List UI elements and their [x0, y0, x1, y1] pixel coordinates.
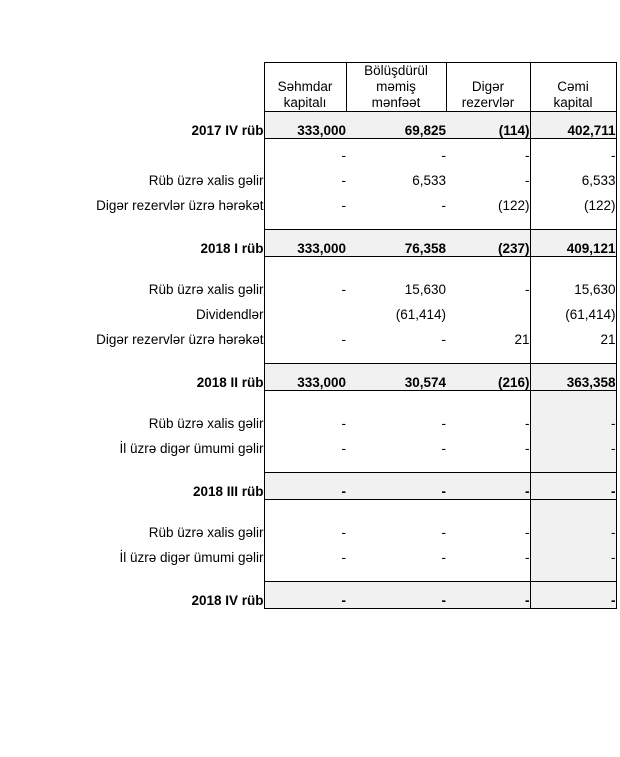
row-value-other-reserves	[446, 297, 530, 322]
row-value-share-capital	[264, 347, 346, 363]
table-row	[0, 581, 616, 608]
row-label	[0, 256, 264, 272]
table-spacer-row	[0, 213, 616, 229]
row-value-other-reserves: 21	[514, 332, 530, 348]
table-row	[0, 472, 616, 499]
row-label	[0, 456, 264, 472]
header-other-reserves-line1: Digər	[471, 78, 505, 94]
row-value-share-capital: -	[264, 138, 346, 163]
row-label: Digər rezervlər üzrə hərəkət	[96, 198, 264, 214]
table-spacer-row	[0, 456, 616, 472]
row-value-share-capital: -	[264, 431, 346, 456]
row-value-share-capital	[264, 499, 346, 515]
row-label	[0, 138, 264, 163]
header-other-reserves	[446, 63, 530, 112]
table-row	[0, 297, 616, 322]
header-total-equity-line1: Cəmi	[557, 78, 589, 94]
row-value-other-reserves: -	[525, 282, 530, 298]
table-row	[0, 229, 616, 256]
row-label: Dividendlər	[195, 307, 264, 323]
row-value-retained-earnings: -	[441, 148, 446, 164]
row-label	[0, 499, 264, 515]
row-label	[0, 390, 264, 406]
row-value-share-capital: 333,000	[264, 229, 346, 256]
table-row	[0, 540, 616, 565]
row-value-other-reserves: (122)	[497, 198, 530, 214]
row-value-share-capital: -	[264, 188, 346, 213]
row-value-retained-earnings: -	[441, 441, 446, 457]
table-spacer-row	[0, 499, 616, 515]
row-value-total-equity: -	[530, 472, 616, 499]
row-value-retained-earnings: 6,533	[412, 173, 446, 189]
row-value-other-reserves: (237)	[446, 229, 530, 256]
row-value-share-capital: -	[264, 515, 346, 540]
row-label: 2018 II rüb	[196, 375, 264, 391]
header-retained-earnings	[346, 63, 446, 112]
row-label: Rüb üzrə xalis gəlir	[148, 525, 264, 541]
row-value-other-reserves: -	[446, 472, 530, 499]
row-label	[0, 213, 264, 229]
row-value-share-capital	[264, 456, 346, 472]
row-value-share-capital: -	[264, 322, 346, 347]
row-value-other-reserves	[446, 390, 530, 406]
row-value-retained-earnings	[346, 347, 446, 363]
row-value-other-reserves	[446, 499, 530, 515]
row-value-retained-earnings: 69,825	[346, 111, 446, 138]
row-label: Digər rezervlər üzrə hərəkət	[96, 332, 264, 348]
header-blank-cell	[0, 63, 264, 112]
row-value-retained-earnings: -	[441, 332, 446, 348]
row-value-share-capital: -	[264, 406, 346, 431]
row-value-other-reserves: -	[525, 173, 530, 189]
table-row	[0, 363, 616, 390]
row-value-retained-earnings: -	[441, 198, 446, 214]
table-header-row	[0, 63, 616, 112]
row-value-total-equity	[530, 456, 616, 472]
row-label: İl üzrə digər ümumi gəlir	[119, 550, 264, 566]
row-value-total-equity: -	[530, 138, 616, 163]
row-value-retained-earnings: -	[441, 550, 446, 566]
row-value-other-reserves: -	[525, 416, 530, 432]
table-row	[0, 138, 616, 163]
row-value-total-equity: 402,711	[530, 111, 616, 138]
table-row	[0, 515, 616, 540]
row-value-other-reserves: -	[525, 148, 530, 164]
row-value-retained-earnings: 15,630	[404, 282, 446, 298]
row-value-total-equity: 15,630	[530, 272, 616, 297]
row-value-share-capital	[264, 297, 346, 322]
row-value-total-equity: 409,121	[530, 229, 616, 256]
table-spacer-row	[0, 390, 616, 406]
row-value-share-capital	[264, 256, 346, 272]
row-label: Rüb üzrə xalis gəlir	[148, 173, 264, 189]
row-label: 2018 I rüb	[200, 241, 264, 257]
table-row	[0, 272, 616, 297]
row-value-retained-earnings	[346, 390, 446, 406]
header-retained-earnings-line1: Bölüşdürül	[364, 63, 428, 78]
header-other-reserves-line2: rezervlər	[461, 94, 515, 110]
row-value-share-capital	[264, 390, 346, 406]
row-value-share-capital: -	[264, 540, 346, 565]
row-label: 2018 III rüb	[192, 484, 264, 500]
row-value-total-equity	[530, 256, 616, 272]
row-value-retained-earnings: -	[441, 416, 446, 432]
row-value-total-equity	[530, 565, 616, 581]
header-share-capital	[264, 63, 346, 112]
row-value-retained-earnings	[346, 256, 446, 272]
row-value-retained-earnings: 30,574	[346, 363, 446, 390]
header-total-equity	[530, 63, 616, 112]
row-value-retained-earnings	[346, 499, 446, 515]
row-value-share-capital	[264, 213, 346, 229]
table-row	[0, 322, 616, 347]
header-total-equity-line2: kapital	[553, 94, 593, 110]
row-value-total-equity	[530, 499, 616, 515]
row-value-share-capital: -	[264, 472, 346, 499]
row-label: Rüb üzrə xalis gəlir	[148, 416, 264, 432]
row-value-total-equity	[530, 213, 616, 229]
row-value-other-reserves	[446, 456, 530, 472]
row-value-retained-earnings: (61,414)	[395, 307, 446, 323]
row-value-total-equity	[530, 347, 616, 363]
row-value-retained-earnings	[346, 213, 446, 229]
header-share-capital-line1: Səhmdar	[277, 78, 333, 94]
row-value-retained-earnings	[346, 456, 446, 472]
row-value-retained-earnings: 76,358	[346, 229, 446, 256]
row-value-share-capital: 333,000	[264, 363, 346, 390]
row-label: Rüb üzrə xalis gəlir	[148, 282, 264, 298]
row-value-other-reserves: -	[525, 550, 530, 566]
table-spacer-row	[0, 256, 616, 272]
row-value-retained-earnings: -	[346, 472, 446, 499]
table-row	[0, 188, 616, 213]
row-value-share-capital	[264, 565, 346, 581]
row-value-share-capital: -	[264, 272, 346, 297]
row-value-other-reserves: (216)	[446, 363, 530, 390]
row-label: 2018 IV rüb	[191, 593, 264, 609]
row-value-other-reserves	[446, 256, 530, 272]
row-value-total-equity: 363,358	[530, 363, 616, 390]
table-spacer-row	[0, 347, 616, 363]
row-value-other-reserves: -	[446, 581, 530, 608]
header-retained-earnings-line2: məmiş	[376, 78, 416, 94]
row-value-retained-earnings: -	[441, 525, 446, 541]
row-value-total-equity: (61,414)	[530, 297, 616, 322]
row-value-total-equity: 6,533	[530, 163, 616, 188]
row-value-total-equity: -	[530, 431, 616, 456]
row-value-other-reserves: -	[525, 441, 530, 457]
row-value-share-capital: -	[264, 163, 346, 188]
row-value-share-capital: -	[264, 581, 346, 608]
row-label	[0, 565, 264, 581]
row-value-total-equity: -	[530, 540, 616, 565]
row-value-total-equity	[530, 390, 616, 406]
row-value-other-reserves: (114)	[446, 111, 530, 138]
row-label: İl üzrə digər ümumi gəlir	[119, 441, 264, 457]
table-row	[0, 111, 616, 138]
equity-table	[0, 62, 617, 609]
row-value-other-reserves	[446, 565, 530, 581]
row-value-retained-earnings	[346, 565, 446, 581]
row-value-total-equity: (122)	[530, 188, 616, 213]
row-value-share-capital: 333,000	[264, 111, 346, 138]
table-row	[0, 431, 616, 456]
row-value-total-equity: -	[530, 581, 616, 608]
table-body	[0, 111, 616, 608]
table-row	[0, 406, 616, 431]
row-value-other-reserves: -	[525, 525, 530, 541]
table-spacer-row	[0, 565, 616, 581]
row-value-total-equity: 21	[530, 322, 616, 347]
row-value-other-reserves	[446, 347, 530, 363]
row-value-total-equity: -	[530, 515, 616, 540]
row-value-other-reserves	[446, 213, 530, 229]
header-share-capital-line2: kapitalı	[283, 94, 327, 110]
row-value-total-equity: -	[530, 406, 616, 431]
row-label: 2017 IV rüb	[191, 123, 264, 139]
header-retained-earnings-line3: mənfəət	[371, 94, 421, 110]
row-label	[0, 347, 264, 363]
row-value-retained-earnings: -	[346, 581, 446, 608]
table-row	[0, 163, 616, 188]
